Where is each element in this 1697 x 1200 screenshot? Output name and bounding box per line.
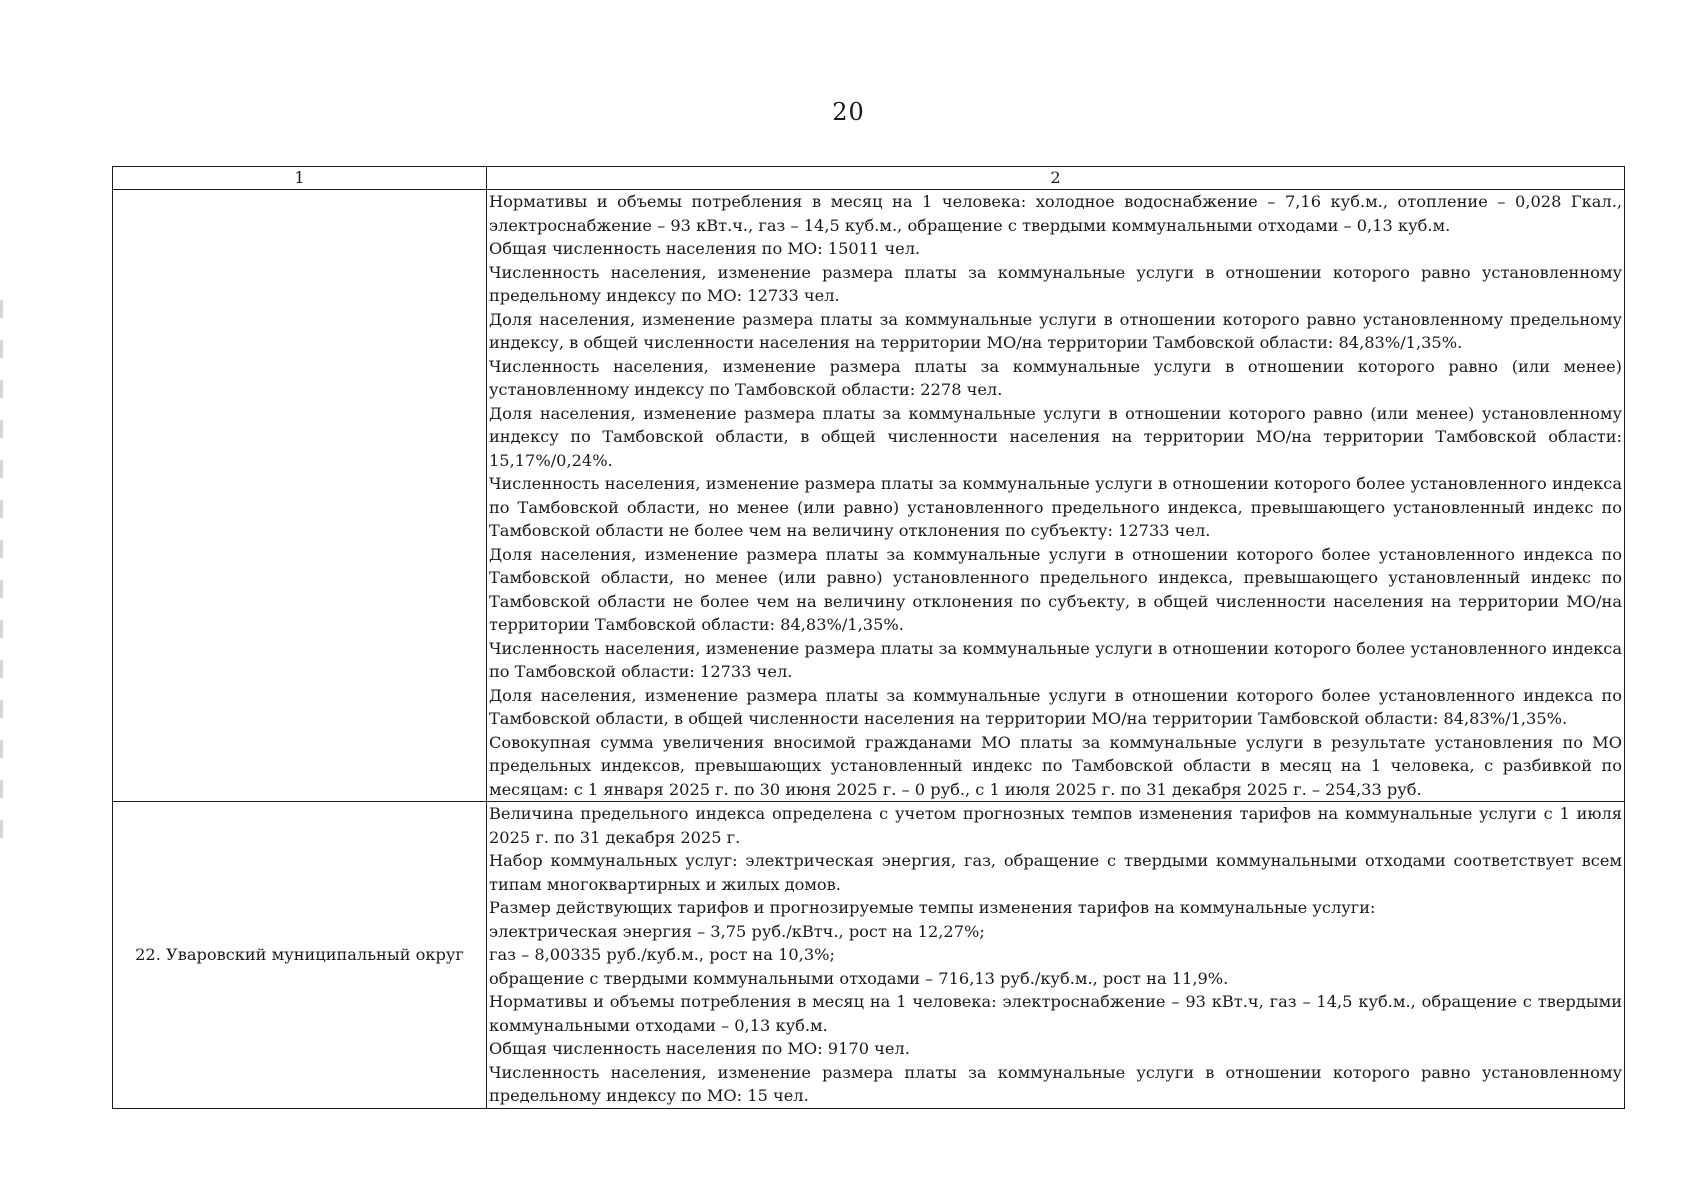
paragraph: Набор коммунальных услуг: электрическая энергия, газ, обращение с твердыми коммунальными отходами соответствует всем типам многоквартирных и жилых домов. (489, 851, 1622, 894)
table-row (113, 802, 1625, 1109)
paragraph: Численность населения, изменение размера платы за коммунальные услуги в отношении которого равно установленному предельному индексу по МО: 12733 чел. (489, 262, 1622, 305)
paragraph: Численность населения, изменение размера платы за коммунальные услуги в отношении которого равно установленному предельному индексу по МО: 15 чел. (489, 1062, 1622, 1105)
paragraph: Доля населения, изменение размера платы за коммунальные услуги в отношении которого равно (или менее) установленному индексу по Тамбовской области, в общей численности населения на территории МО/на территории Тамбовской области: 15,17%/0,24%. (489, 403, 1622, 470)
details-cell (487, 802, 1625, 1109)
paragraph: Величина предельного индекса определена с учетом прогнозных темпов изменения тарифов на коммунальные услуги с 1 июля 2025 г. по 31 декабря 2025 г. (489, 804, 1622, 847)
paragraph: Общая численность населения по МО: 9170 чел. (489, 1039, 910, 1058)
table-header-row (113, 167, 1625, 190)
paragraph: электрическая энергия – 3,75 руб./кВтч., рост на 12,27%; (489, 921, 985, 941)
paragraph: Численность населения, изменение размера платы за коммунальные услуги в отношении которого более установленного индекса по Тамбовской области: 12733 чел. (489, 638, 1622, 681)
municipality-cell: 22. Уваровский муниципальный округ (113, 802, 487, 1109)
paragraph: Нормативы и объемы потребления в месяц на 1 человека: холодное водоснабжение – 7,16 куб.м., отопление – 0,028 Гкал., электроснабжение – 93 кВт.ч., газ – 14,5 куб.м., обращение с твердыми коммунальными отходами – 0,13 куб.м. (489, 192, 1622, 235)
paragraph: обращение с твердыми коммунальными отходами – 716,13 руб./куб.м., рост на 11,9%. (489, 968, 1229, 988)
paragraph: Размер действующих тарифов и прогнозируемые темпы изменения тарифов на коммунальные услуги: (489, 898, 1376, 917)
paragraph: Численность населения, изменение размера платы за коммунальные услуги в отношении которого более установленного индекса по Тамбовской области, но менее (или равно) установленного предельного индекса, превышающего установленный индекс по Тамбовской области не более чем на величину отклонения по субъекту: 12733 чел. (489, 474, 1622, 540)
scan-edge-marks (0, 300, 3, 860)
paragraph: Совокупная сумма увеличения вносимой гражданами МО платы за коммунальные услуги в результате установления по МО предельных индексов, превышающих установленный индекс по Тамбовской области в месяц на 1 человека, с разбивкой по месяцам: с 1 января 2025 г. по 30 июня 2025 г. – 0 руб., с 1 июля 2025 г. по 31 декабря 2025 г. – 254,33 руб. (489, 732, 1622, 799)
column-header-1: 1 (113, 167, 487, 190)
details-cell (487, 190, 1625, 802)
municipality-cell (113, 190, 487, 802)
document-table (112, 166, 1625, 1109)
table-row (113, 190, 1625, 802)
column-header-2: 2 (487, 167, 1625, 190)
paragraph: Доля населения, изменение размера платы за коммунальные услуги в отношении которого равно установленному предельному индексу, в общей численности населения на территории МО/на территории Тамбовской области: 84,83%/1,35%. (489, 309, 1622, 352)
paragraph: Численность населения, изменение размера платы за коммунальные услуги в отношении которого равно (или менее) установленному индексу по Тамбовской области: 2278 чел. (489, 356, 1622, 399)
paragraph: Нормативы и объемы потребления в месяц на 1 человека: электроснабжение – 93 кВт.ч, газ – 14,5 куб.м., обращение с твердыми коммунальными отходами – 0,13 куб.м. (489, 992, 1622, 1035)
paragraph: Доля населения, изменение размера платы за коммунальные услуги в отношении которого более установленного индекса по Тамбовской области, но менее (или равно) установленного предельного индекса, превышающего установленный индекс по Тамбовской области не более чем на величину отклонения по субъекту, в общей численности населения на территории МО/на территории Тамбовской области: 84,83%/1,35%. (489, 544, 1622, 634)
paragraph: Общая численность населения по МО: 15011 чел. (489, 239, 921, 258)
paragraph: Доля населения, изменение размера платы за коммунальные услуги в отношении которого более установленного индекса по Тамбовской области, в общей численности населения на территории МО/на территории Тамбовской области: 84,83%/1,35%. (489, 685, 1622, 728)
paragraph: газ – 8,00335 руб./куб.м., рост на 10,3%; (489, 945, 835, 964)
page-number: 20 (832, 98, 865, 126)
